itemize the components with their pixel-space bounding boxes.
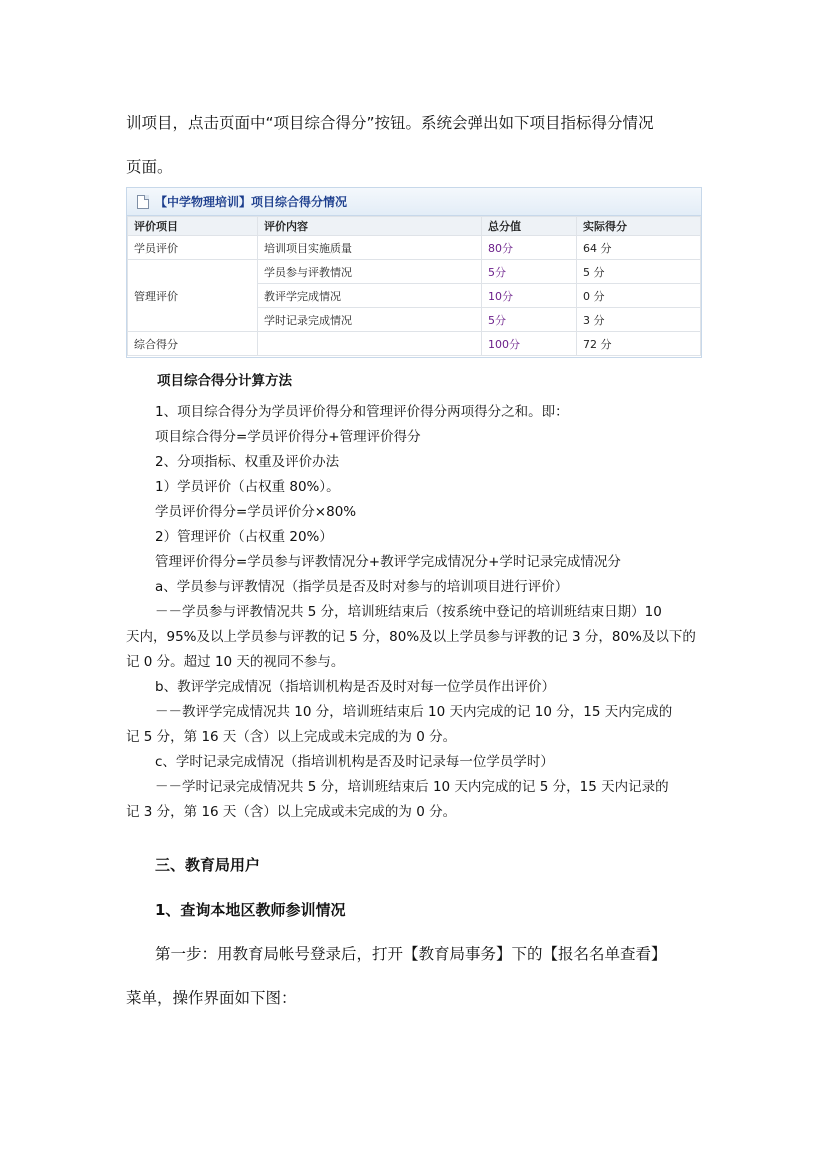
content-cell: 学时记录完成情况 [258,308,482,332]
score-panel-header [127,188,701,216]
item-cell: 管理评价 [128,260,258,332]
content-cell: 培训项目实施质量 [258,236,482,260]
method-line: －－教评学完成情况共 10 分，培训班结束后 10 天内完成的记 10 分，15 天内完成的 [155,704,673,720]
actual-cell: 0 分 [577,284,701,308]
step-line-2: 菜单，操作界面如下图： [126,989,297,1007]
method-line: 项目综合得分=学员评价得分+管理评价得分 [155,429,421,445]
actual-cell: 72 分 [577,332,701,356]
content-cell: 学员参与评教情况 [258,260,482,284]
item-cell: 综合得分 [128,332,258,356]
subsection-heading: 1、查询本地区教师参训情况 [155,901,346,919]
method-line: c、学时记录完成情况（指培训机构是否及时记录每一位学员学时） [155,754,554,770]
method-line: －－学时记录完成情况共 5 分，培训班结束后 10 天内完成的记 5 分，15 天内记录的 [155,779,669,795]
content-cell [258,332,482,356]
table-row [128,332,701,356]
actual-cell: 64 分 [577,236,701,260]
method-line: a、学员参与评教情况（指学员是否及时对参与的培训项目进行评价） [155,579,569,595]
column-header: 实际得分 [577,217,701,236]
actual-cell: 5 分 [577,260,701,284]
content-cell: 教评学完成情况 [258,284,482,308]
score-panel [126,187,702,358]
column-header: 评价内容 [258,217,482,236]
intro-line-1: 训项目，点击页面中“项目综合得分”按钮。系统会弹出如下项目指标得分情况 [126,114,654,132]
table-row [128,236,701,260]
actual-cell: 3 分 [577,308,701,332]
method-line: 学员评价得分=学员评价分×80% [155,504,357,520]
method-line: 记 5 分，第 16 天（含）以上完成或未完成的为 0 分。 [126,729,457,745]
total-cell: 5分 [482,308,577,332]
method-line: 2）管理评价（占权重 20%） [155,529,333,545]
intro-line-2: 页面。 [126,158,173,176]
table-row [128,260,701,284]
section-heading: 三、教育局用户 [155,856,261,874]
method-line: 记 0 分。超过 10 天的视同不参与。 [126,654,345,670]
method-title: 项目综合得分计算方法 [157,373,292,389]
step-line-1: 第一步：用教育局帐号登录后，打开【教育局事务】下的【报名名单查看】 [155,945,667,963]
method-line: 记 3 分，第 16 天（含）以上完成或未完成的为 0 分。 [126,804,457,820]
column-header: 评价项目 [128,217,258,236]
score-table [127,216,701,356]
total-cell: 10分 [482,284,577,308]
total-cell: 100分 [482,332,577,356]
method-line: －－学员参与评教情况共 5 分，培训班结束后（按系统中登记的培训班结束日期）10 [155,604,662,620]
score-panel-title: 【中学物理培训】项目综合得分情况 [155,195,348,209]
total-cell: 80分 [482,236,577,260]
method-line: 1）学员评价（占权重 80%）。 [155,479,340,495]
method-line: 管理评价得分=学员参与评教情况分+教评学完成情况分+学时记录完成情况分 [155,554,621,570]
item-cell: 学员评价 [128,236,258,260]
document-icon [137,195,149,209]
method-line: 1、项目综合得分为学员评价得分和管理评价得分两项得分之和。即： [155,404,569,420]
total-cell: 5分 [482,260,577,284]
column-header: 总分值 [482,217,577,236]
table-header-row [128,217,701,236]
method-line: b、教评学完成情况（指培训机构是否及时对每一位学员作出评价） [155,679,556,695]
method-line: 天内，95%及以上学员参与评教的记 5 分，80%及以上学员参与评教的记 3 分，80%及以下的 [126,629,696,645]
method-line: 2、分项指标、权重及评价办法 [155,454,340,470]
